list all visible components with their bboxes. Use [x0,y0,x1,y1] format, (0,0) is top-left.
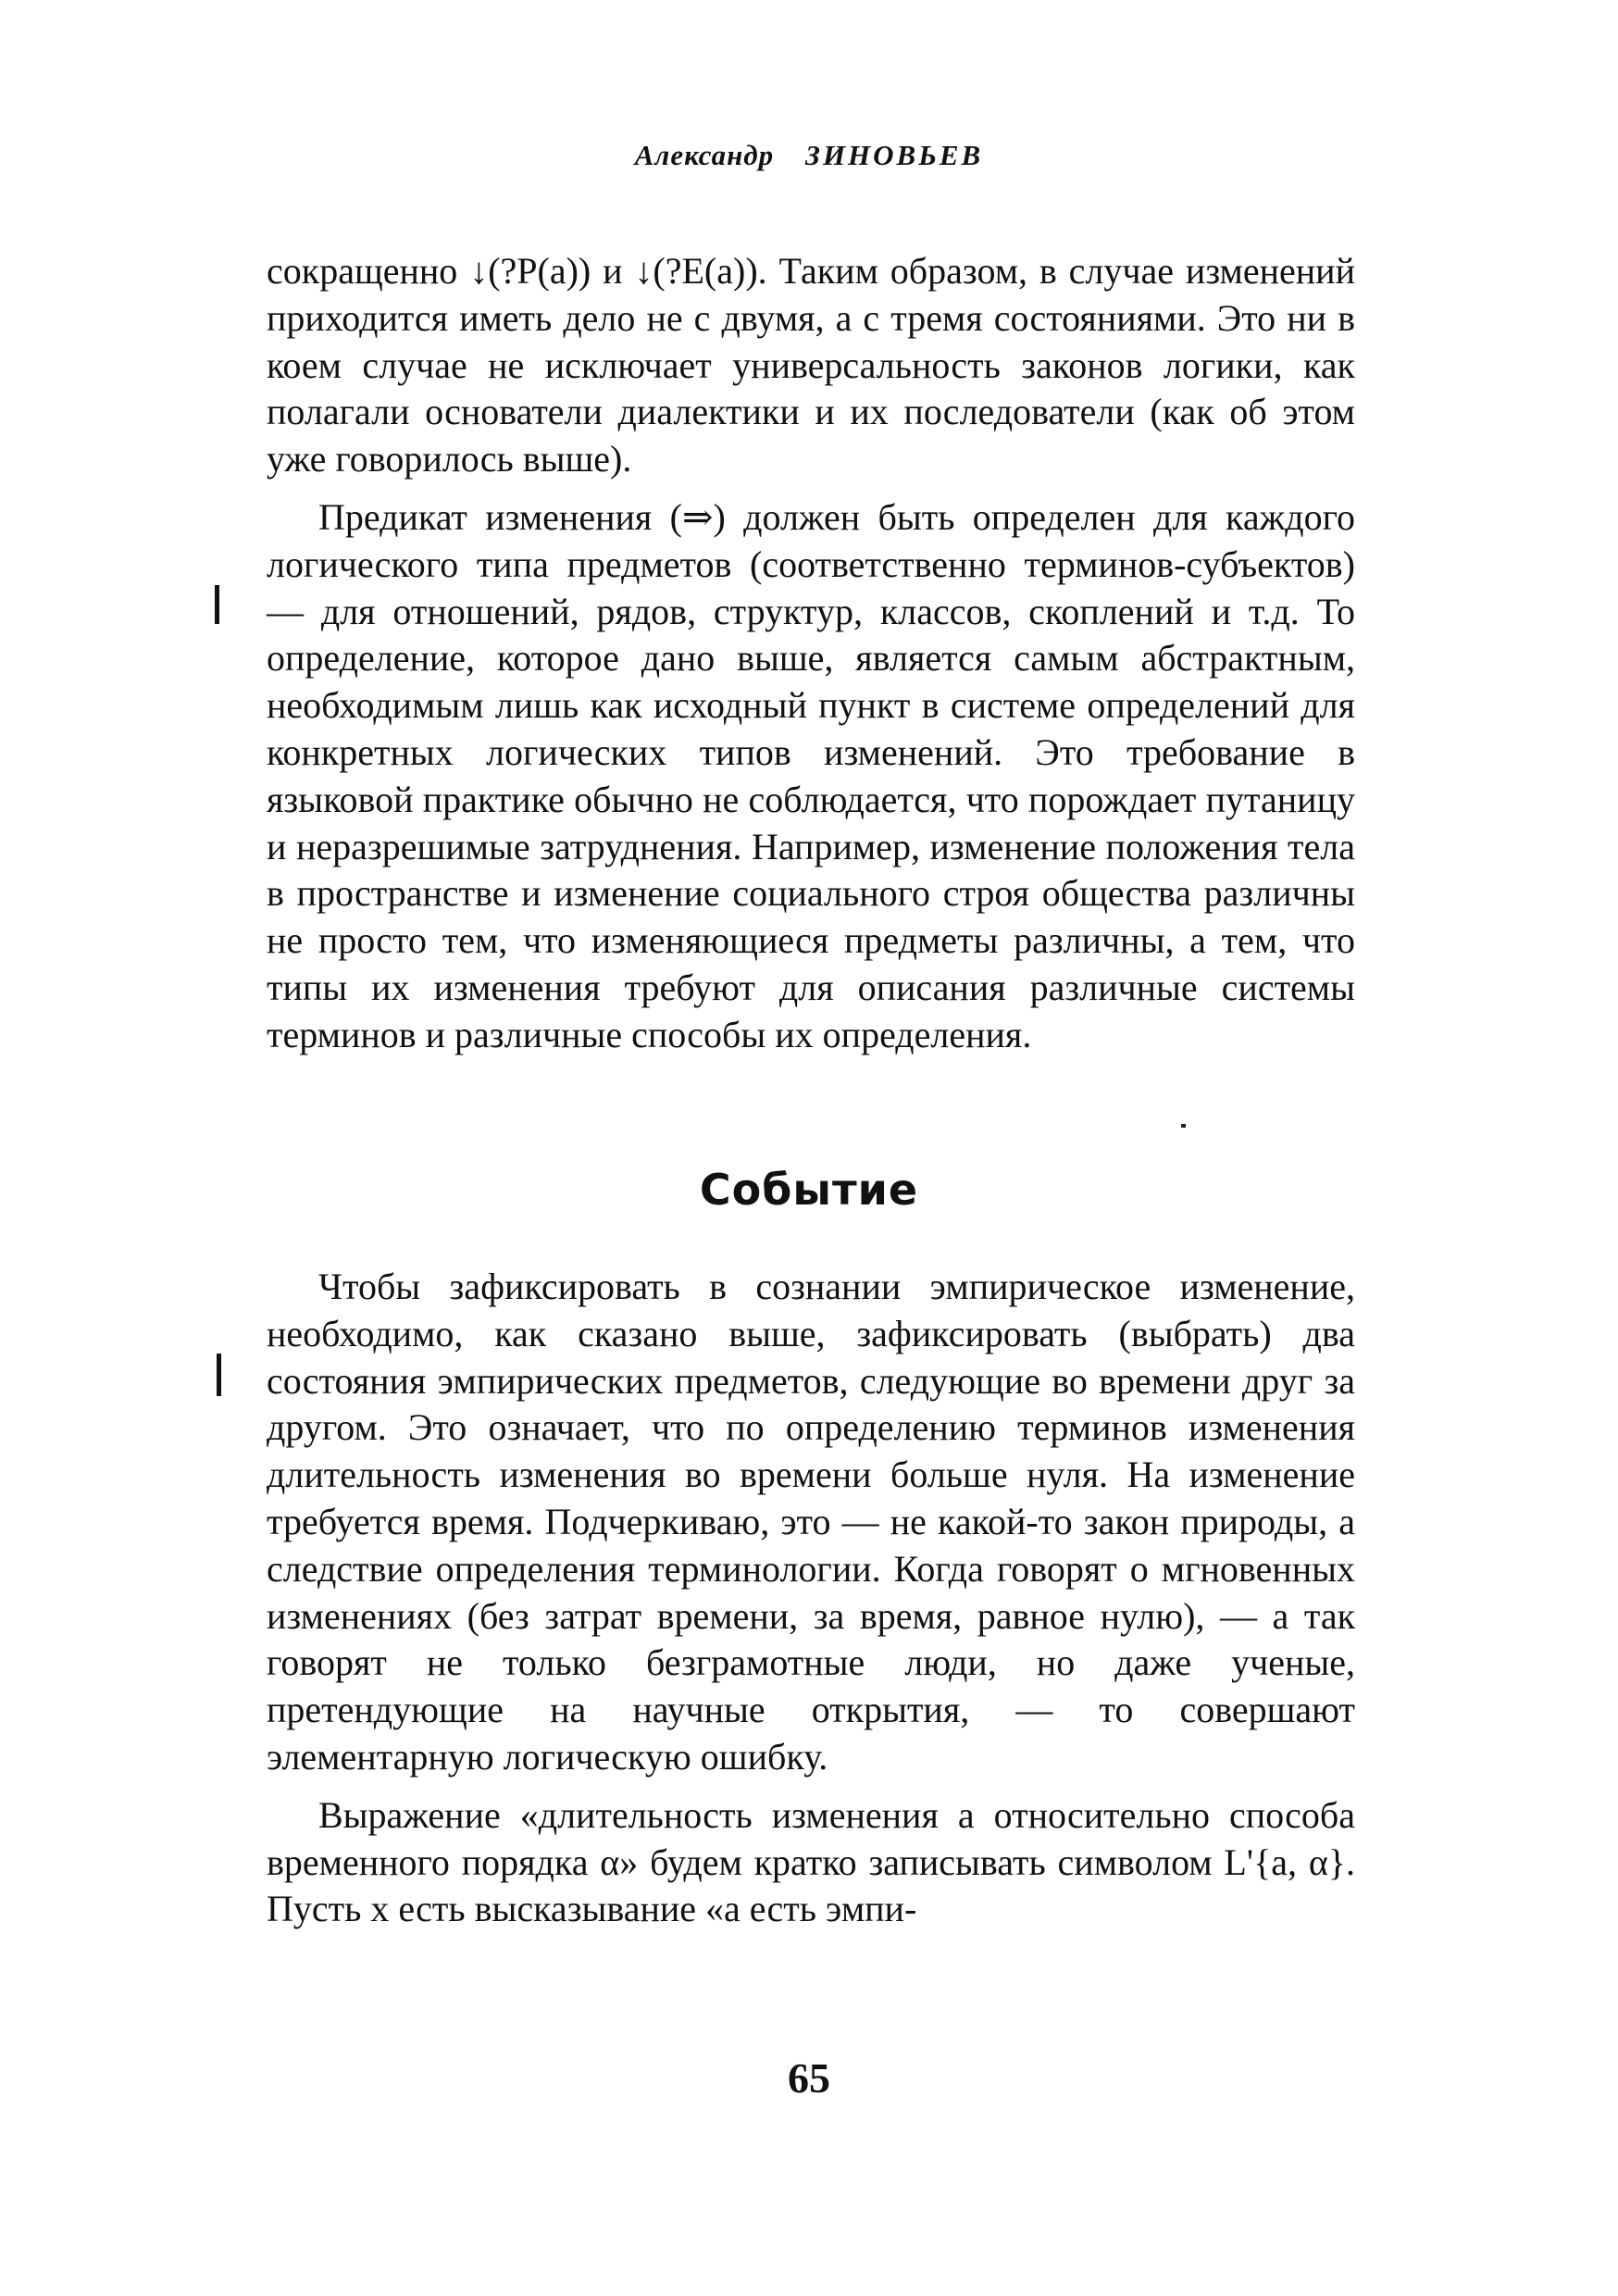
paragraph-2: Предикат изменения (⇒) должен быть определен для каждого логического типа предметов (соответственно терминов-субъектов) — для отношений, рядов, структур, классов, скоплений и т.д. То определение, которое дано выше, является самым абстрактным, необходимым лишь как исходный пункт в системе определений для конкретных логических типов изменений. Это требование в языковой практике обычно не соблюдается, что порождает путаницу и неразрешимые затруднения. Например, изменение положения тела в пространстве и изменение социального строя общества различны не просто тем, что изменяющиеся предметы различны, а тем, что типы их изменения требуют для описания различные системы терминов и различные способы их определения. [267,495,1355,1055]
paragraph-4: Выражение «длительность изменения a относительно способа временного порядка α» будем кратко записывать символом L'{a, α}. Пусть x есть высказывание «a есть эмпи- [267,1793,1355,1930]
section-heading: Событие [699,1165,919,1215]
page-number: 65 [788,2054,830,2102]
header-author-last: ЗИНОВЬЕВ [805,139,984,171]
scan-speck [1181,1124,1186,1128]
body-text-bottom [267,1264,1355,1933]
margin-mark-1 [215,585,219,624]
running-header [0,139,1618,172]
margin-mark-2 [217,1354,221,1396]
paragraph-3: Чтобы зафиксировать в сознании эмпирическое изменение, необходимо, как сказано выше, зафиксировать (выбрать) два состояния эмпирических предметов, следующие во времени друг за другом. Это означает, что по определению терминов изменения длительность изменения во времени больше нуля. На изменение требуется время. Подчеркиваю, это — не какой-то закон природы, а следствие определения терминологии. Когда говорят о мгновенных изменениях (без затрат времени, за время, равное нулю), — а так говорят не только безграмотные люди, но даже ученые, претендующие на научные открытия, — то совершают элементарную логическую ошибку. [267,1266,1355,1778]
body-text-top [267,248,1355,1059]
header-author-first: Александр [634,139,775,171]
paragraph-1: сокращенно ↓(?P(a)) и ↓(?E(a)). Таким образом, в случае изменений приходится иметь дело не с двумя, а с тремя состояниями. Это ни в коем случае не исключает универсальность законов логики, как полагали основатели диалектики и их последователи (как об этом уже говорилось выше). [267,250,1355,480]
